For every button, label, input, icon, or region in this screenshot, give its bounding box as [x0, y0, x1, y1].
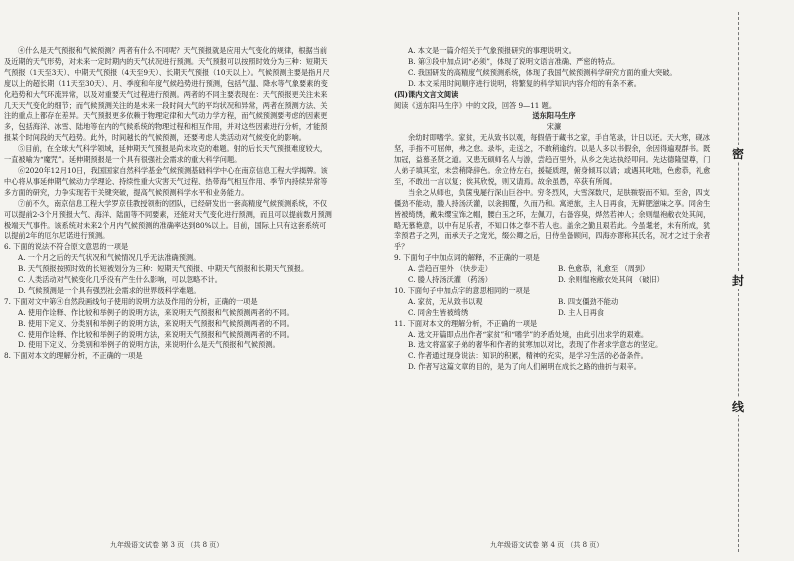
q9-option-a: A. 尝趋百里外 （快步走）: [408, 264, 492, 274]
q8-option-a: A. 本文是一篇介绍关于气象预报研究的事理说明文。: [408, 46, 576, 55]
q6-option-c: C. 人类活动对气候变化几乎没有产生什么影响，可以忽略不计。: [18, 275, 222, 285]
q6-option-d: D. 气候预测是一个具有强烈社会需求的世界级科学难题。: [18, 285, 201, 295]
page-footer-right: 九年级语文试卷 第 4 页 （共 8 页）: [490, 541, 604, 549]
q7-option-d: D. 使用下定义、分类别和举例子的说明方法，来说明什么是天气预报和气候预测。: [18, 340, 280, 350]
passage-title: 送东阳马生序: [532, 111, 576, 121]
q9-option-b: B. 色愈恭，礼愈至 （周到）: [558, 264, 650, 274]
paragraph-7: ⑦前不久，南京信息工程大学罗京佳教授领衔的团队，已经研发出一套高精度气候预测系统，不仅可以提前2-3个月预报大气、海洋、陆面等不同要素，还能对天气变化进行预测，而且可以提前数月预测极端天气事件。该系统对未来2个月内气候预测的准确率达到80%以上。目前，国际上只有这套系统可以提前2年的厄尔尼诺进行预测。: [4, 198, 332, 241]
passage-paragraph-2: 当余之从师也，负箧曳屣行深山巨谷中。穷冬烈风，大雪深数尺，足肤皲裂而不知。至舍，四支僵劲不能动，媵人持汤沃灌，以衾拥覆，久而乃和。寓逆旅，主人日再食，无鲜肥滋味之享。同舍生皆被绮绣，戴朱缨宝饰之帽，腰白玉之环，左佩刀，右备容臭，烨然若神人；余则缊袍敝衣处其间，略无慕艳意，以中有足乐者，不知口体之奉不若人也。盖余之勤且艰若此。今虽耄老，未有所成，犹幸预君子之列，而承天子之宠光，缀公卿之后，日侍坐备顾问，四海亦谬称其氏名，况才之过于余者乎？: [394, 187, 711, 252]
passage-author: 宋濂: [546, 122, 562, 132]
q9-option-c: C. 媵人持汤沃灌 （药汤）: [408, 275, 492, 285]
q11-option-b: B. 选文将富家子弟的奢华和作者的贫寒加以对比，表现了作者求学意志的坚定。: [408, 340, 663, 350]
q10-options-row-2: [408, 308, 714, 319]
page-footer-left: 九年级语文试卷 第 3 页 （共 8 页）: [110, 541, 224, 549]
q11-option-d: D. 作者写这篇文章的目的，是为了向人们阐明在成长之路的曲折与艰辛。: [408, 362, 641, 372]
q6-option-b: B. 天气预报按照时效的长短被划分为三种：短期天气预报、中期天气预报和长期天气预报。: [18, 264, 309, 274]
section-intro: 阅读《送东阳马生序》中的文段，回答 9—11 题。: [394, 100, 557, 110]
q11-option-c: C. 作者通过现身说法：知识的积累，精神的充实，是学习生活的必备条件。: [408, 351, 648, 361]
question-7: 7. 下面对文中第④自然段画线句子使用的说明方法及作用的分析，正确的一项是: [4, 296, 258, 306]
binding-mark-middle: 封: [731, 274, 744, 288]
paragraph-6: ⑥2020年12月10日，我国国家自然科学基金气候预测基础科学中心在南京信息工程大学揭牌。该中心将从事延伸期气候动力学理论、持续性重大灾害天气过程、热带海气相互作用、季节内持续异常等多方面的研究，力争实现若干关键突破，提高气候预测科学水平和业务能力。: [4, 165, 328, 197]
section-heading: (四)课内文言文阅读: [394, 89, 459, 99]
paragraph-4: ④什么是天气预报和气候预测？两者有什么不同呢？天气预报就是应用大气变化的规律，根据当前及近期的天气形势，对未来一定时期内的天气状况进行预测。天气预报可以按照时效分为三种：短期天气预报（1天至3天）、中期天气预报（4天至9天）、长期天气预报（10天以上）。气候预测主要是指月尺度以上的超长期（11天至30天）、月、季度和年度气候趋势进行预测，包括气温、降水等气象要素的变化趋势和大气环流异常，以及对重要天气过程进行预测。两者的不同主要表现在：天气预报更关注未来几天天气变化的细节；而气候预测关注的是未来一段时间大气的平均状况和异常，两者在预测方法、关注的重点上都存在差异。天气预报更多依赖于物理定律和大气动力学方程，而气候预测要考虑的因素更多，包括海洋、冰雪、陆地等在内的气候系统的物理过程和相互作用，并对这些因素进行分析，才能预报某个时间段的天气趋势。此外，时间越长的气候预测，还要考虑人类活动对气候变化的影响。: [4, 46, 330, 143]
q10-option-a: A. 家贫，无从致书以观: [408, 296, 483, 306]
question-10: 10. 下面句子中加点字的意思相同的一项是: [394, 285, 530, 295]
question-9: 9. 下面句子中加点词的解释，不正确的一项是: [394, 253, 540, 263]
q9-options-row-1: [408, 264, 714, 275]
question-8: 8. 下面对本文的理解分析，不正确的一项是: [4, 351, 143, 361]
paragraph-5: ⑤目前，在全球大气科学领域，延伸期天气预报是尚未攻克的难题。射的后长天气预报难度较大，一直被喻为“魔咒”。延伸期预报是一个具有很强社会需求的重大科学问题。: [4, 144, 328, 165]
q10-option-b: B. 四支僵劲不能动: [558, 296, 619, 306]
q7-option-b: B. 使用下定义、分类别和举例子的说明方法，来说明天气预报和气候预测两者的不同。: [18, 318, 294, 328]
left-column: [4, 46, 332, 362]
passage-paragraph-1: 余幼时即嗜学。家贫，无从致书以观，每假借于藏书之家，手自笔录，计日以还。天大寒，砚冰坚，手指不可屈伸，弗之怠。录毕，走送之，不敢稍逾约。以是人多以书假余，余因得遍观群书。既加冠，益慕圣贤之道。又患无硕师名人与游，尝趋百里外，从乡之先达执经叩问。先达德隆望尊，门人弟子填其室，未尝稍降辞色。余立侍左右，援疑质理，俯身倾耳以请；或遇其叱咄，色愈恭，礼愈至，不敢出一言以复；俟其欣悦，则又请焉。故余虽愚，卒获有所闻。: [394, 133, 711, 186]
q7-option-c: C. 使用作诠释、作比较和举例子的说明方法，来说明天气预报和气候预测两者的不同。: [18, 329, 294, 339]
question-6: 6. 下面的说法不符合原文意思的一项是: [4, 242, 129, 252]
q8-option-d: D. 本文采用时间顺序进行说明，将繁复的科学知识内容介绍的有条不紊。: [408, 78, 641, 88]
q10-option-c: C. 同舍生皆被绮绣: [408, 307, 469, 317]
q10-option-d: D. 主人日再食: [558, 307, 605, 317]
q8-option-b: B. 第③段中加点词“必须”，体现了说明文语言准确、严密的特点。: [408, 56, 620, 66]
question-11: 11. 下面对本文的理解分析，不正确的一项是: [394, 318, 538, 328]
q7-option-a: A. 使用作诠释、作比较和举例子的说明方法，来说明天气预报和气候预测两者的不同。: [18, 307, 294, 317]
q11-option-a: A. 选文开篇即点出作者“家贫”和“嗜学”的矛盾处境，由此引出求学的艰难。: [408, 329, 649, 339]
binding-mark-bottom: 线: [731, 400, 744, 414]
q9-options-row-2: [408, 275, 714, 286]
q8-option-c: C. 我国研发的高精度气候预测系统，体现了我国气候预测科学研究方面的重大突破。: [408, 67, 677, 77]
binding-mark-top: 密: [731, 147, 744, 161]
q9-option-d: D. 余则缊袍敝衣处其间 （破旧）: [558, 275, 664, 285]
right-column: [394, 46, 714, 373]
q10-options-row-1: [408, 297, 714, 308]
q6-option-a: A. 一个月之后的天气状况和气候情况几乎无法准确预测。: [18, 253, 201, 263]
